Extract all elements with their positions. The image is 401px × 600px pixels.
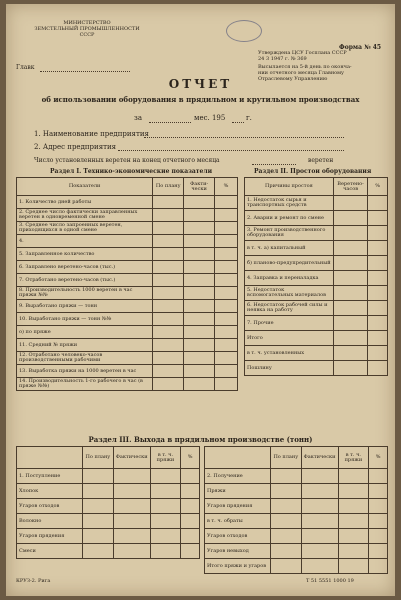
s3-row-value [181,484,200,499]
table-row [17,300,238,313]
table-row [17,514,200,529]
s2-row-value [333,241,368,256]
s1-row-value [215,222,238,235]
table-row [17,544,200,559]
table-row [17,209,238,222]
s2-row-value [333,271,368,286]
s2-header-pct: % [368,178,388,196]
s1-row-label: 10. Выработано пряжи — тонн №№ [17,313,153,326]
table-row [245,361,388,376]
table-row [205,499,388,514]
s3-row-value [150,529,181,544]
s2-row-value [368,211,388,226]
s1-row-value [153,378,184,391]
table-row [17,378,238,391]
table-row [245,286,388,301]
table-row [245,211,388,226]
period-za: за [134,114,142,122]
s3r-header-4: % [369,447,388,469]
s3-row-value [181,499,200,514]
section2-title: Раздел II. Простои оборудования [254,168,372,175]
s1-row-value [184,222,215,235]
section2-table [244,177,388,376]
s2-row-label: 2. Аварии и ремонт по смене [245,211,334,226]
s2-row-label: 1. Недостаток сырья и транспортных средств [245,196,334,211]
s3-row-label: Смеси [17,544,83,559]
s3l-header-3: в т. ч. пряжи [150,447,181,469]
s2-header-hours: Веретено-часов [333,178,368,196]
table-row [17,274,238,287]
table-row [245,241,388,256]
section3-right-table [204,446,388,574]
s3-row-value [369,469,388,484]
s3-row-value [369,544,388,559]
s1-row-value [153,209,184,222]
approval-block [258,50,347,62]
table-row [17,326,238,339]
s1-row-value [153,339,184,352]
s3-row-value [301,529,338,544]
s3-row-value [270,529,301,544]
send-line-2: нии отчетного месяца Главному [258,70,345,76]
s2-row-value [333,301,368,316]
s3-row-value [270,514,301,529]
s1-row-value [184,274,215,287]
s3-row-value [270,469,301,484]
s2-row-label: 7. Прочие [245,316,334,331]
glavk-label: Главк [16,64,35,71]
s3-row-value [181,529,200,544]
page-subtitle: об использовании оборудования в прядильном и крутильном производствах [41,95,360,104]
s3-row-value [369,484,388,499]
s3-row-label: Пряжи [205,484,271,499]
s3-row-value [369,529,388,544]
s2-row-value [333,256,368,271]
s3-row-value [338,559,369,574]
s1-row-value [215,339,238,352]
field-address-label: 2. Адрес предприятия [34,143,117,151]
s2-row-value [368,331,388,346]
section1-rows [17,196,238,391]
s2-row-label: Пошлину [245,361,334,376]
s3-row-value [301,499,338,514]
table-row [17,499,200,514]
s3-row-value [338,499,369,514]
s1-row-value [215,365,238,378]
s1-row-label: 7. Отработано веретено-часов (тыс.) [17,274,153,287]
s3-row-value [150,514,181,529]
s1-row-value [215,248,238,261]
s3-row-value [150,469,181,484]
s3-row-value [338,469,369,484]
s1-row-value [215,235,238,248]
s3-row-value [150,484,181,499]
s3-row-value [270,484,301,499]
s3-row-label: в т. ч. обраты [205,514,271,529]
table-row [17,222,238,235]
table-row [205,544,388,559]
s2-row-value [368,256,388,271]
s1-row-label: 4. [17,235,153,248]
ink-stamp [226,20,262,42]
s2-row-value [333,211,368,226]
table-row [245,226,388,241]
table-row [245,316,388,331]
table-row [17,529,200,544]
s3-row-value [369,559,388,574]
section2-rows [245,196,388,376]
form-number: Форма № 45 [339,44,382,51]
s1-row-label: 6. Заправлено веретено-часов (тыс.) [17,261,153,274]
s3-row-label: Итого пряжи и угаров [205,559,271,574]
s3-row-value [83,529,114,544]
s1-row-value [153,287,184,300]
s3-row-value [338,484,369,499]
s1-row-value [215,300,238,313]
s1-row-label: 8. Производительность 1000 веретен в час пряжи №№ [17,287,153,300]
s3-row-value [338,514,369,529]
ministry-block [32,20,142,38]
s3l-header-1: По плану [83,447,114,469]
footer-right: Т 51 5551 1000 19 [306,578,354,584]
s3r-header-1: По плану [270,447,301,469]
s3-row-value [150,544,181,559]
s2-row-value [333,361,368,376]
s1-row-value [215,352,238,365]
s2-row-value [333,346,368,361]
table-row [17,287,238,300]
s1-row-value [184,352,215,365]
s1-row-value [153,274,184,287]
s3r-header-0 [205,447,271,469]
table-row [17,313,238,326]
s1-header-pct: % [215,178,238,196]
s3-row-value [301,544,338,559]
table-row [245,331,388,346]
s2-row-label: 5. Недостаток вспомогательных материалов [245,286,334,301]
s2-row-value [333,316,368,331]
send-line-1: Высылается на 5-й день по оконча- [258,64,352,70]
s1-row-value [153,235,184,248]
s3-row-value [113,484,150,499]
s1-row-value [153,196,184,209]
s3-row-value [301,484,338,499]
s1-row-value [184,196,215,209]
s1-row-value [184,326,215,339]
section1-table [16,177,238,391]
s1-row-label: 12. Отработано человеко-часов производственными рабочими [17,352,153,365]
s1-row-value [184,261,215,274]
table-row [17,261,238,274]
s3-row-value [301,469,338,484]
s2-row-value [368,286,388,301]
s1-row-value [215,261,238,274]
s1-row-value [184,365,215,378]
table-row [205,529,388,544]
s1-row-value [153,326,184,339]
s3r-header-2: Фактически [301,447,338,469]
table-row [17,484,200,499]
s2-row-value [368,196,388,211]
s3-row-value [181,469,200,484]
page-title: ОТЧЕТ [168,77,233,91]
s3-row-label: Угаров отходов [205,529,271,544]
s2-row-label: в т. ч. установленных [245,346,334,361]
s3-row-value [181,544,200,559]
s3-row-value [150,499,181,514]
s3-row-label: Хлопок [17,484,83,499]
s1-row-value [153,313,184,326]
s3-row-label: Волокно [17,514,83,529]
table-row [245,196,388,211]
s3-row-value [301,559,338,574]
s1-row-value [153,261,184,274]
s1-row-value [153,222,184,235]
s1-row-value [215,274,238,287]
s1-row-label: 13. Выработка пряжи на 1000 веретен в час [17,365,153,378]
s1-row-value [184,378,215,391]
s3-row-value [338,544,369,559]
s1-row-value [184,235,215,248]
s1-row-value [184,300,215,313]
s2-row-value [333,331,368,346]
s2-row-value [333,286,368,301]
s1-row-value [215,209,238,222]
table-row [17,365,238,378]
s3l-header-4: % [181,447,200,469]
s1-row-label: 3. Среднее число запроенных веретен, приходящихся в одной смене [17,222,153,235]
s3-row-value [83,499,114,514]
s1-row-value [153,352,184,365]
approval-line-2: 24 3 1947 г. № 369 [258,56,307,62]
s1-row-label: 2. Среднее число фактически заправленных веретен в одновременной смене [17,209,153,222]
table-row [205,559,388,574]
table-row [245,256,388,271]
ministry-line-1: МИНИСТЕРСТВО [63,20,111,26]
s1-row-value [184,313,215,326]
s1-row-value [215,196,238,209]
table-row [17,339,238,352]
period-year-suffix: г. [246,114,252,122]
s2-row-label: Итого [245,331,334,346]
s2-row-value [368,346,388,361]
send-line-3: Отраслевому Управлению [258,76,328,82]
s3-row-value [83,544,114,559]
s3-row-value [369,499,388,514]
s2-row-value [368,226,388,241]
table-row [205,469,388,484]
s1-row-label: 14. Производительность 1-го рабочего в час (в пряже №№) [17,378,153,391]
ministry-line-3: СССР [79,32,95,38]
s1-row-value [184,339,215,352]
s1-header-fact: Факти-чески [184,178,215,196]
s1-header-plan: По плану [153,178,184,196]
s3-row-value [270,559,301,574]
s1-row-label: 11. Средний № пряжи [17,339,153,352]
section1-title: Раздел I. Технико-экономические показатели [50,168,213,175]
s1-row-value [153,300,184,313]
s2-row-value [368,241,388,256]
table-row [245,301,388,316]
s1-row-value [153,365,184,378]
table-row [17,469,200,484]
table-row [17,248,238,261]
field-enterprise-label: 1. Наименование предприятия [34,130,149,138]
s3l-header-0 [17,447,83,469]
s3-row-value [270,544,301,559]
s2-row-label: 4. Заправка и переналадка [245,271,334,286]
s3-row-label: Угаров прядения [205,499,271,514]
s1-header-indicator: Показатели [17,178,153,196]
s3-row-value [301,514,338,529]
s2-row-value [368,316,388,331]
s1-row-value [153,248,184,261]
s1-row-value [184,287,215,300]
s3-row-value [113,514,150,529]
s3r-header-3: в т. ч. пряжи [338,447,369,469]
s3-row-label: Угаров невыход [205,544,271,559]
s1-row-value [215,326,238,339]
table-row [205,484,388,499]
table-row [17,352,238,365]
s2-row-value [368,361,388,376]
s3-row-value [113,529,150,544]
s3-row-value [181,514,200,529]
table-row [205,514,388,529]
s2-row-value [368,301,388,316]
period-month: мес. 195 [194,114,226,122]
footer-left: КРУЗ-2. Рига [16,578,51,584]
table-row [17,235,238,248]
section3-left-table [16,446,200,559]
s2-row-value [333,226,368,241]
approval-line-1: Утверждена ЦСУ Госплана СССР [258,50,347,56]
s3-row-label: 1. Поступление [17,469,83,484]
table-row [245,346,388,361]
s2-row-label: 3. Ремонт производственного оборудования [245,226,334,241]
s2-row-value [368,271,388,286]
s3-row-value [113,544,150,559]
s1-row-value [184,248,215,261]
s1-row-value [184,209,215,222]
form-page [6,4,395,596]
s1-row-label: 5. Заправленное количество [17,248,153,261]
s3-row-label: Угаров отходов [17,499,83,514]
s3-row-value [83,514,114,529]
s1-row-label: о) по пряже [17,326,153,339]
s1-row-value [215,378,238,391]
ministry-line-2: ЗЕМСТЕЛЬНЫЙ ПРОМЫШЛЕННОСТИ [34,26,140,32]
field-spindles-label: Число установленных веретен на конец отчетного месяца [34,157,220,164]
s2-row-label: б) планово-предупредительный [245,256,334,271]
s3-row-value [113,469,150,484]
s3l-header-2: Фактически [113,447,150,469]
section3-left-rows [17,469,200,559]
s3-row-value [338,529,369,544]
field-spindles-unit: веретен [308,157,334,164]
table-row [17,196,238,209]
s2-row-value [333,196,368,211]
s2-row-label: 6. Недостаток рабочей силы и неявка на работу [245,301,334,316]
s2-row-label: в т. ч. а) капитальный [245,241,334,256]
s3-row-value [83,469,114,484]
s3-row-value [270,499,301,514]
section3-title: Раздел III. Выхода в прядильном производстве (тонн) [88,435,313,444]
table-row [245,271,388,286]
s1-row-value [215,313,238,326]
section3-right-rows [205,469,388,574]
s2-header-reason: Причины простоя [245,178,334,196]
s1-row-label: 1. Количество дней работы [17,196,153,209]
s3-row-value [113,499,150,514]
s1-row-label: 9. Выработано пряжи — тонн [17,300,153,313]
s3-row-value [83,484,114,499]
s3-row-label: 2. Получение [205,469,271,484]
s3-row-label: Угаров прядения [17,529,83,544]
s3-row-value [369,514,388,529]
s1-row-value [215,287,238,300]
